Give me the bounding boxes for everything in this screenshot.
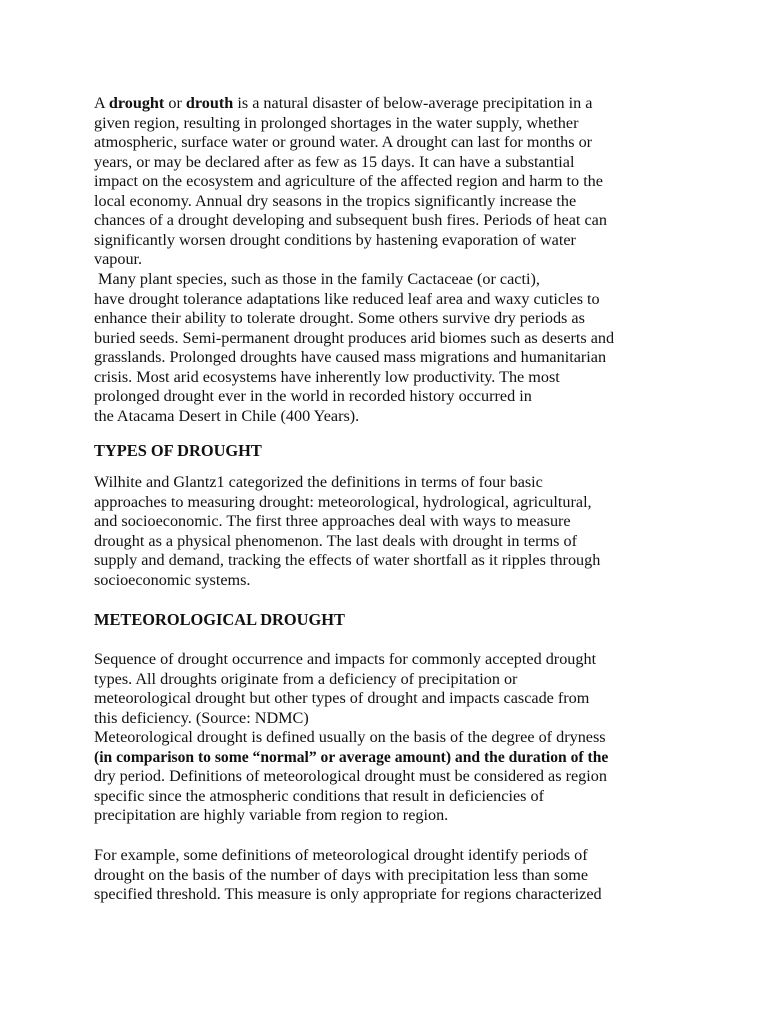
paragraph-line: Meteorological drought is defined usually on the basis of the degree of dryness xyxy=(94,728,606,746)
text-run: is a natural disaster of below-average precipitation in a xyxy=(233,94,593,112)
text-run: or xyxy=(164,94,186,112)
paragraph-categories xyxy=(94,473,678,590)
paragraph-line: crisis. Most arid ecosystems have inherently low productivity. The most xyxy=(94,367,560,386)
paragraph-line: specified threshold. This measure is only appropriate for regions characterized xyxy=(94,885,602,903)
paragraph-line: For example, some definitions of meteorological drought identify periods of xyxy=(94,846,588,864)
paragraph-line: local economy. Annual dry seasons in the tropics significantly increase the xyxy=(94,191,577,210)
paragraph-line: drought on the basis of the number of days with precipitation less than some xyxy=(94,865,589,884)
paragraph-line: types. All droughts originate from a deficiency of precipitation or xyxy=(94,669,518,688)
paragraph-intro xyxy=(94,94,678,270)
paragraph-line: prolonged drought ever in the world in recorded history occurred in xyxy=(94,387,532,405)
term-drought: drought xyxy=(108,94,165,112)
paragraph-line: specific since the atmospheric conditions that result in deficiencies of xyxy=(94,786,544,805)
paragraph-line: have drought tolerance adaptations like reduced leaf area and waxy cuticles to xyxy=(94,289,600,308)
paragraph-line: vapour. xyxy=(94,250,143,268)
paragraph-line: years, or may be declared after as few as 15 days. It can have a substantial xyxy=(94,152,575,171)
paragraph-line: atmospheric, surface water or ground water. A drought can last for months or xyxy=(94,133,593,151)
paragraph-line: and socioeconomic. The first three approaches deal with ways to measure xyxy=(94,512,571,530)
paragraph-meteorological xyxy=(94,650,678,826)
paragraph-line: drought as a physical phenomenon. The last deals with drought in terms of xyxy=(94,531,577,550)
paragraph-line: meteorological drought but other types of drought and impacts cascade from xyxy=(94,689,590,707)
term-drouth: drouth xyxy=(185,94,234,112)
paragraph-line: impact on the ecosystem and agriculture of the affected region and harm to the xyxy=(94,172,603,190)
paragraph-line: grasslands. Prolonged droughts have caused mass migrations and humanitarian xyxy=(94,348,607,366)
paragraph-line xyxy=(94,94,678,114)
paragraph-line: significantly worsen drought conditions by hastening evaporation of water xyxy=(94,230,576,249)
paragraph-line: supply and demand, tracking the effects of water shortfall as it ripples through xyxy=(94,551,601,569)
paragraph-line: dry period. Definitions of meteorological drought must be considered as region xyxy=(94,767,607,785)
paragraph-line: Sequence of drought occurrence and impacts for commonly accepted drought xyxy=(94,650,597,668)
paragraph-line: Many plant species, such as those in the family Cactaceae (or cacti), xyxy=(94,270,540,288)
paragraph-line: Wilhite and Glantz1 categorized the definitions in terms of four basic xyxy=(94,473,543,491)
paragraph-line-bold: (in comparison to some “normal” or average amount) and the duration of the xyxy=(94,748,609,766)
paragraph-example xyxy=(94,846,678,905)
paragraph-line: socioeconomic systems. xyxy=(94,570,251,589)
paragraph-line: this deficiency. (Source: NDMC) xyxy=(94,708,309,727)
heading-meteorological-drought: METEOROLOGICAL DROUGHT xyxy=(94,610,345,629)
paragraph-line: enhance their ability to tolerate drought. Some others survive dry periods as xyxy=(94,309,585,327)
paragraph-plants xyxy=(94,270,678,426)
heading-types-of-drought: TYPES OF DROUGHT xyxy=(94,441,262,460)
paragraph-line: given region, resulting in prolonged shortages in the water supply, whether xyxy=(94,113,579,132)
text-run: A xyxy=(94,94,109,112)
paragraph-line: the Atacama Desert in Chile (400 Years). xyxy=(94,406,360,425)
paragraph-line: approaches to measuring drought: meteorological, hydrological, agricultural, xyxy=(94,492,592,511)
paragraph-line: chances of a drought developing and subsequent bush fires. Periods of heat can xyxy=(94,211,607,229)
paragraph-line: buried seeds. Semi-permanent drought produces arid biomes such as deserts and xyxy=(94,328,615,347)
paragraph-line: precipitation are highly variable from region to region. xyxy=(94,806,449,824)
